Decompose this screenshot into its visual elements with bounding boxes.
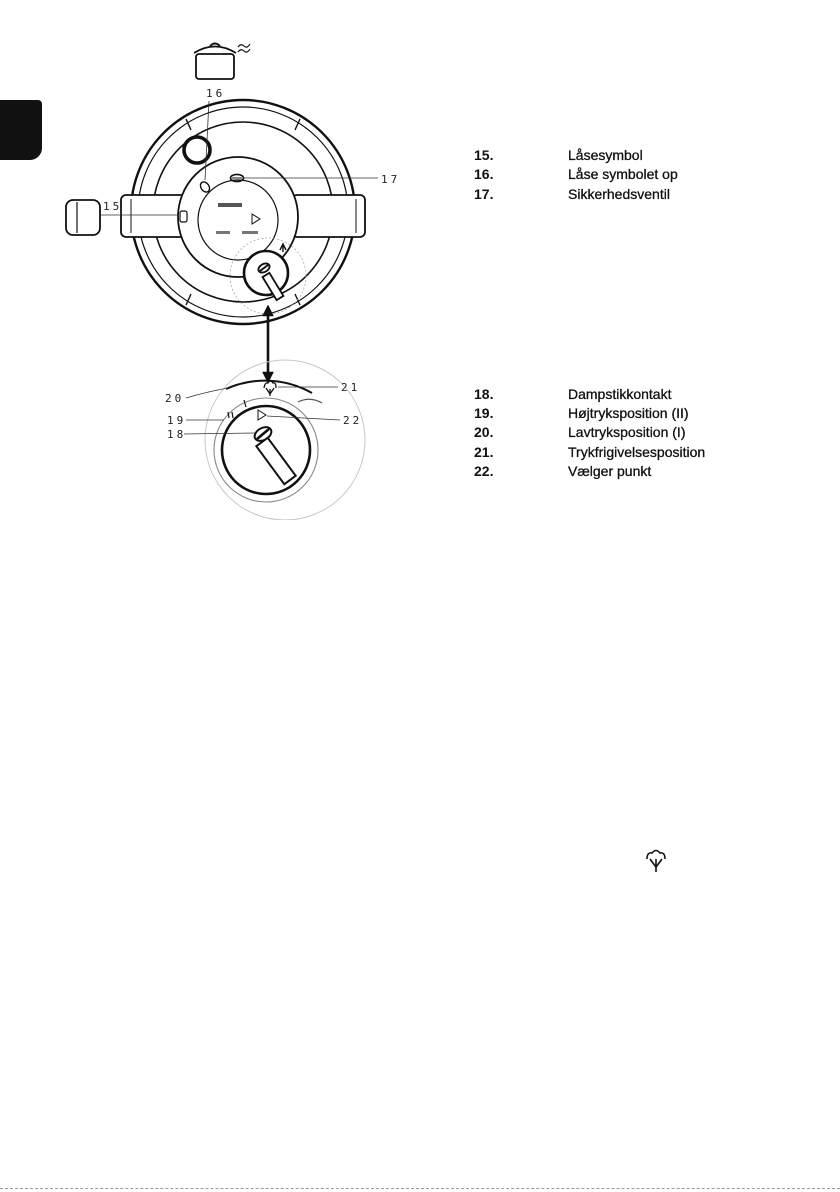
callout-20: 20	[165, 392, 185, 405]
low-pressure-mark	[244, 400, 246, 407]
part-label: Højtryksposition (II)	[568, 405, 689, 421]
callout-16: 16	[206, 87, 226, 100]
steam-release-icon	[642, 848, 670, 874]
pot-steam	[238, 44, 250, 52]
part-label: Sikkerhedsventil	[568, 186, 670, 202]
part-number: 15.	[474, 147, 494, 163]
part-label: Låse symbolet op	[568, 166, 678, 182]
callout-21: 21	[341, 381, 361, 394]
lock-icon	[66, 200, 100, 235]
pressure-release-steam-icon	[264, 381, 276, 396]
center-logo-mark	[218, 203, 242, 207]
callout-18: 18	[167, 428, 187, 441]
part-label: Lavtryksposition (I)	[568, 424, 686, 440]
callout-17: 17	[381, 173, 401, 186]
center-print-mark	[242, 231, 258, 234]
part-number: 22.	[474, 463, 494, 479]
page-bottom-rule	[0, 1188, 840, 1189]
part-label: Dampstikkontakt	[568, 386, 672, 402]
part-number: 16.	[474, 166, 494, 182]
lock-icon-body	[66, 200, 100, 235]
high-pressure-mark-b	[232, 412, 233, 418]
callout-22: 22	[343, 414, 363, 427]
part-number: 21.	[474, 444, 494, 460]
unlock-pot-icon	[194, 44, 250, 80]
part-number: 17.	[474, 186, 494, 202]
part-label: Låsesymbol	[568, 147, 643, 163]
callout-15: 15	[103, 200, 123, 213]
steam-release-icon-cloud	[647, 851, 665, 860]
pressure-dial	[244, 251, 288, 295]
right-handle	[292, 195, 365, 237]
lid-top-view	[121, 100, 365, 324]
pot-lid	[194, 47, 236, 54]
part-number: 20.	[474, 424, 494, 440]
leader-20	[186, 388, 228, 398]
center-print-mark	[216, 231, 230, 234]
pot-body	[196, 54, 234, 79]
detail-ring-arc	[298, 399, 322, 403]
part-number: 19.	[474, 405, 494, 421]
lid-diagram	[0, 0, 420, 520]
part-label: Vælger punkt	[568, 463, 652, 479]
callout-19: 19	[167, 414, 187, 427]
part-label: Trykfrigivelsesposition	[568, 444, 706, 460]
part-number: 18.	[474, 386, 494, 402]
